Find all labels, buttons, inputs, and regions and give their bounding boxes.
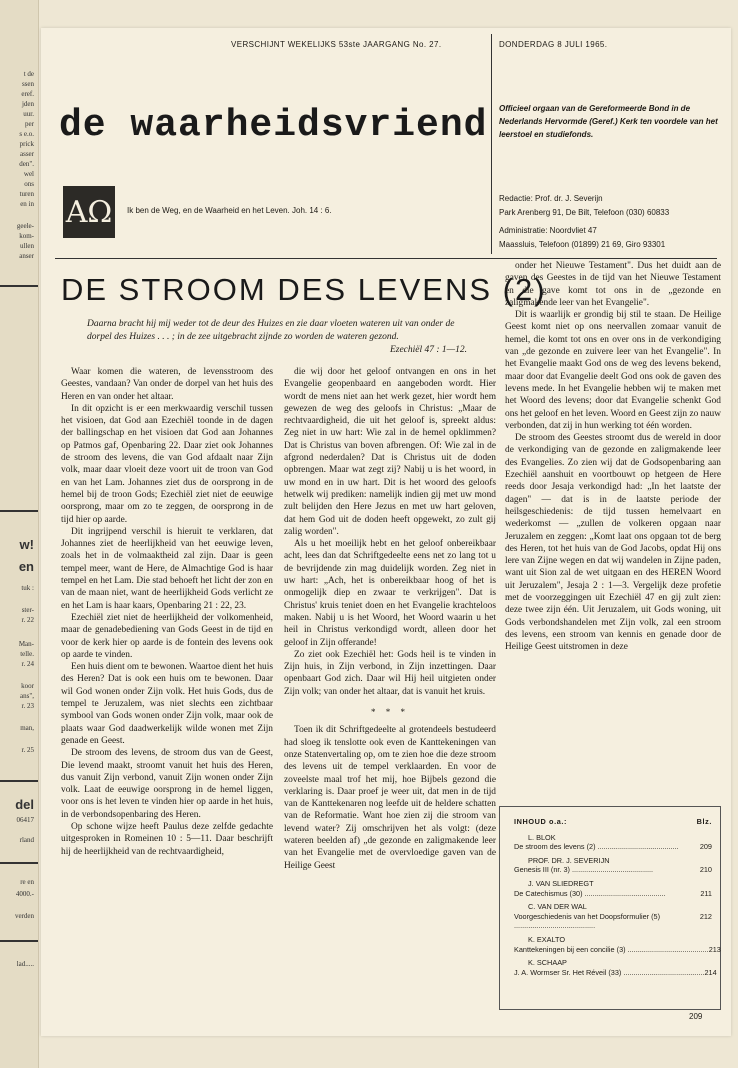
adjacent-page-fragment: man, (20, 724, 34, 732)
toc-title: Genesis III (nr. 3) ..... (514, 865, 694, 875)
adjacent-page-fragment: koor (21, 682, 34, 690)
adjacent-page-fragment: r. 24 (21, 660, 34, 668)
toc-title: Kanttekeningen bij een concilie (3) ..... (514, 945, 709, 955)
adjacent-page-fragment: per (25, 120, 34, 128)
paragraph: Dit ingrijpend verschil is hieruit te verklaren, dat Johannes ziet de heerlijkheid van het eeuwige leven, zoals het in de volmaaktheid zal zijn. Daar is geen tempel meer, want de Here, de Almachtige God is haar tempel en het Lam. Die stad behoeft het licht der zon en van de maan niet, want de heerlijkheid Gods verlicht ze en het Lam is haar kaars, Openbaring 21 : 22, 23. (61, 526, 273, 611)
motto: Ik ben de Weg, en de Waarheid en het Leven. Joh. 14 : 6. (127, 206, 332, 215)
adjacent-page-fragment: jden (21, 100, 34, 108)
adjacent-page-rule (0, 780, 38, 782)
adjacent-page-fragment: lad..... (16, 960, 34, 968)
toc-header (514, 817, 712, 827)
adjacent-page-fragment: en (18, 559, 34, 574)
adjacent-page-fragment: ons (24, 180, 34, 188)
adjacent-page-fragment: s e.o. (19, 130, 34, 138)
editorial-info (499, 192, 727, 220)
toc-author: C. VAN DER WAL (528, 902, 587, 912)
paragraph: Toen ik dit Schriftgedeelte al grotendeels bestudeerd had sloeg ik tenslotte ook even de Kanttekeningen van onze Statenvertaling op, om te zien hoe die deze stroom des levens uit de tempel verklaarden. En voor de zoveelste maal trof het mij, hoe Bijbels gezond die verklaring is. Daar proef je weer uit, dat men in de tijd van de Kanttekenaren nog leefde uit de heldere schatten van de Reformatie. Want hoe zien zij die stroom van levend water? Zij omschrijven het als volgt: (deze wateren beelden af) „de gezonde en zaligmakende leer van het Evangelie met de overvloedige gaven van de Heilige Geest (284, 725, 496, 871)
publication-frequency: VERSCHIJNT WEKELIJKS 53ste JAARGANG No. 27. (231, 40, 442, 49)
adjacent-page-fragment: re en (20, 878, 34, 886)
paragraph: onder het Nieuwe Testament". Dus het duidt aan de gaven des Geestes in de tijd van het Nieuwe Testament en die gave komt tot ons in de „gezonde en zaligmakende leer van het Evangelie". (505, 261, 721, 308)
toc-entry (514, 902, 712, 931)
adjacent-page-fragment: turen (19, 190, 34, 198)
toc-title: De Catechismus (30) ..... (514, 889, 694, 899)
newspaper-page (41, 28, 731, 1036)
article-column-3 (505, 260, 721, 653)
adjacent-page-fragment: prick (19, 140, 34, 148)
adjacent-page-fragment: wel (23, 170, 34, 178)
adjacent-page-fragment: r. 25 (21, 746, 34, 754)
adjacent-page-fragment: geele- (16, 222, 34, 230)
adjacent-page-rule (0, 285, 38, 287)
article-title: DE STROOM DES LEVENS (2) (61, 272, 547, 307)
adjacent-page-fragment: ster- (21, 606, 34, 614)
paragraph: Op schone wijze heeft Paulus deze zelfde gedachte uitgesproken in Romeinen 10 : 5—11. Daar beschrijft hij de heerlijkheid van de rechtvaardigheid, (61, 821, 273, 857)
official-statement: Officieel orgaan van de Gereformeerde Bond in de Nederlands Hervormde (Geref.) Kerk ten voordele van het leerstoel en studiefonds. (499, 104, 718, 139)
adjacent-page-fragment: kom- (19, 232, 34, 240)
toc-entry (514, 958, 717, 977)
adjacent-page-fragment: ssen (21, 80, 34, 88)
adjacent-page-strip (0, 0, 39, 1068)
adjacent-page-fragment: eref. (21, 90, 34, 98)
adjacent-page-fragment: den". (19, 160, 34, 168)
adjacent-page-rule (0, 940, 38, 942)
toc-author: L. BLOK (528, 832, 556, 842)
article-epigraph (87, 318, 467, 357)
toc-page: 214 (704, 967, 717, 977)
adjacent-page-fragment: anser (19, 252, 34, 260)
toc-page-heading: Blz. (696, 817, 712, 826)
toc-page: 211 (700, 888, 712, 898)
article-column-1 (61, 366, 273, 971)
adjacent-page-fragment: Man- (18, 640, 34, 648)
masthead-title: de waarheidsvriend (59, 104, 488, 147)
toc-author: PROF. DR. J. SEVERIJN (528, 855, 610, 865)
paragraph: De stroom des levens, de stroom dus van de Geest, Die levend maakt, stroomt vanuit het huis des Heren, dus vanuit Zijn verbond, vanuit Zijn wonen onder Zijn volk. Laat de eeuwige oorsprong in de hemel liggen, voor ons is het leven te vinden hier op aarde in het huis, in de verbondsopenbaring des Heren. (61, 748, 273, 820)
adjacent-page-fragment: tuk : (21, 584, 34, 592)
adjacent-page-fragment: ans", (20, 692, 34, 700)
paragraph: die wij door het geloof ontvangen en ons in het Evangelie geopenbaard en aangeboden wordt. Hier wordt de mens niet aan het werk gezet, hier wordt hem gewezen de weg des geloofs in Christus: „Maar de rechtvaardigheid, die uit het geloof is, spreekt aldus: Zeg niet in uw hart: Wie zal in de hemel opklimmen? Dat is Christus van boven afbrengen. Of: Wie zal in de afgrond nederdalen? Dat is Christus uit de doden opbrengen. Maar wat zegt zij? Nabij u is het woord, in uw mond en in uw hart. Dit is het woord des geloofs hetwelk wij prediken: namelijk indien gij met uw mond zult belijden den Here Jezus en met uw hart geloven, dat hem God uit de doden heeft opgewekt, zo zult gij zalig worden". (284, 367, 496, 537)
toc-page: 212 (699, 911, 712, 921)
toc-entry (514, 833, 712, 852)
adjacent-page-fragment: verden (14, 912, 34, 920)
administration-info (499, 224, 727, 252)
adjacent-page-fragment: uur. (23, 110, 34, 118)
epigraph-reference: Ezechiël 47 : 1—12. (389, 345, 467, 355)
paragraph: De stroom des Geestes stroomt dus de wereld in door de verkondiging van de gezonde en zaligmakende leer des Evangelies. Zo zien wij dat de Godsopenbaring aan Ezechiël aanshuit en voortbouwt op hetgeen de Here reeds door Jesaja verkondigd had: „In het laatste der dagen" — dat is in de laatste periode der heilsgeschiedenis: de tijd tussen hemelvaart en wederkomst — „zullen de volkeren opgaan naar Jeruzalem en zeggen: „Komt laat ons opgaan tot de berg des Heren, tot het huis van de God Jacobs, opdat Hij ons lere van Zijne wegen en dat wij wandelen in Zijne paden, want uit Sion zal de wet uitgaan en des HEREN Woord uit Jeruzalem", Jesaja 2 : 1—3. Vergelijk deze profetie met de voorzeggingen uit Ezechiël 47 en gij zult zien: deze twee zijn één. Uit Jeruzalem, uit Gods woning, uit Gods verbondshandelen met Zijn volk, zal een stroom des levens, een stroom van kennis en genade door de Heilige Geest uitstromen in deze (505, 433, 721, 653)
toc-author: K. SCHAAP (528, 958, 567, 968)
article-column-2 (284, 366, 496, 971)
toc-page: 209 (699, 842, 712, 852)
paragraph: Waar komen die wateren, de levensstroom des Geestes, vandaan? Van onder de dorpel van het huis des Heren en van onder het altaar. (61, 367, 273, 402)
alpha-omega-logo-icon: AΩ (63, 186, 115, 238)
toc-entry (514, 856, 712, 875)
page-number: 209 (689, 1012, 703, 1021)
toc-entry (514, 934, 721, 954)
toc-entry (514, 879, 712, 898)
admin-address: Maassluis, Telefoon (01899) 21 69, Giro 93301 (499, 240, 666, 249)
adjacent-page-fragment: r. 23 (21, 702, 34, 710)
toc-title: Voorgeschiedenis van het Doopsformulier (5) ..... (514, 912, 694, 931)
paragraph: Een huis dient om te bewonen. Waartoe dient het huis des Heren? Dat is ook een huis om te bewonen. Daar wil God wonen onder Zijn volk. Het huis Gods, dus de tempel te Jeruzalem, was niet slechts een zichtbaar symbool van Gods wonen onder Zijn volk, maar ook de plaats waar God daadwerkelijk wilde wonen met Zijn genade en Geest. (61, 662, 273, 746)
adjacent-page-fragment: en in (20, 200, 34, 208)
toc-title: J. A. Wormser Sr. Het Réveil (33) ..... (514, 968, 704, 978)
adjacent-page-fragment: ullen (20, 242, 34, 250)
header-divider (491, 34, 492, 254)
toc-heading: INHOUD o.a.: (514, 817, 568, 826)
adjacent-page-fragment: r. 22 (21, 616, 34, 624)
section-separator: * * * (371, 707, 409, 718)
table-of-contents (499, 806, 721, 1010)
adjacent-page-fragment: w! (19, 537, 34, 552)
paragraph: Zo ziet ook Ezechiël het: Gods heil is te vinden in Zijn huis, in Zijn verbond, in Zijn inzettingen. Daar openbaart God zich. Daar wil Hij heil uitgieten onder Zijn volk; van onder het altaar, dat is vanuit het kruis. (284, 649, 496, 697)
adjacent-page-fragment: t de (23, 70, 34, 78)
toc-title: De stroom des levens (2) ..... (514, 842, 694, 852)
toc-author: J. VAN SLIEDREGT (528, 878, 594, 888)
adjacent-page-fragment: rland (19, 836, 34, 844)
toc-page: 213 (708, 944, 721, 954)
editor-address: Park Arenberg 91, De Bilt, Telefoon (030) 60833 (499, 208, 670, 217)
paragraph: Ezechiël ziet niet de heerlijkheid der volkomenheid, maar de genadebediening van Gods Geest in de tijd en voor de kerk hier op aarde is de fontein des levens ook op aarde te vinden. (61, 612, 273, 660)
paragraph: In dit opzicht is er een merkwaardig verschil tussen het visioen, dat God aan Ezechiël toonde in de dagen der ballingschap en het visioen dat God aan Johannes op Patmos gaf, Openbaring 22. Daar ziet ook Johannes de stroom des levens, die van God afdaalt naar Zijn volk, maar daar vloeit deze voort uit de troon van God en van het Lam. Johannes ziet dus de oorsprong in de hemel bij de troon Gods; Ezechiël ziet niet de eeuwige oorsprong, maar om zo te zeggen, de oorsprong in de tijd hier op aarde. (61, 403, 273, 525)
adjacent-page-fragment: del (15, 797, 34, 812)
adjacent-page-rule (0, 510, 38, 512)
admin-line: Administratie: Noordvliet 47 (499, 226, 597, 235)
adjacent-page-fragment: asser (20, 150, 34, 158)
epigraph-text: Daarna bracht hij mij weder tot de deur des Huizes en zie daar vloeten wateren uit van onder de dorpel des Huizes . . . ; in de zee uitgebracht zijnde zo worden de wateren gezond. (87, 319, 455, 342)
adjacent-page-rule (0, 862, 38, 864)
toc-page: 210 (699, 865, 712, 875)
adjacent-page-fragment: 06417 (16, 816, 34, 824)
adjacent-page-fragment: telle. (20, 650, 34, 658)
paragraph: Als u het moeilijk hebt en het geloof onbereikbaar acht, lees dan dat Schriftgedeelte eens net zo lang tot u de bevrijdende zin mag duidelijk worden. Zeg niet in uw hart: „Ach, het is onbereikbaar hoog of het is onmogelijk diep en zwaar te verkrijgen". Dat is Christus' kruis teniet doen en het Evangelie krachteloos maken. Nabij u is het Woord, het Woord waarin u het heil in Christus verkondigd wordt, alleen door het geloof in Zijn offerande! (284, 539, 496, 648)
toc-author: K. EXALTO (528, 934, 566, 944)
issue-date: DONDERDAG 8 JULI 1965. (499, 40, 608, 49)
header-rule (55, 258, 717, 259)
paragraph: Dit is waarlijk er grondig bij stil te staan. De Heilige Geest komt niet op ons neervallen zomaar vanuit de hemel, die komt tot ons en over ons in de verkondiging van „de gezonde en zuivere leer van het Evangelie". In het Evangelie maakt God ons de weg des levens bekend, maar door dat Evangelie deelt God ons ook de gaven des levens mede. In het Evangelie hebben wij te maken met het Woord des levens; door dat Evangelie schenkt God ons het geloof en het leven. Woord en Geest zijn zo nauw verbonden, dat zij in hun werking tot één worden. (505, 310, 721, 431)
adjacent-page-fragment: 4000.- (15, 890, 34, 898)
editor-line: Redactie: Prof. dr. J. Severijn (499, 194, 603, 203)
